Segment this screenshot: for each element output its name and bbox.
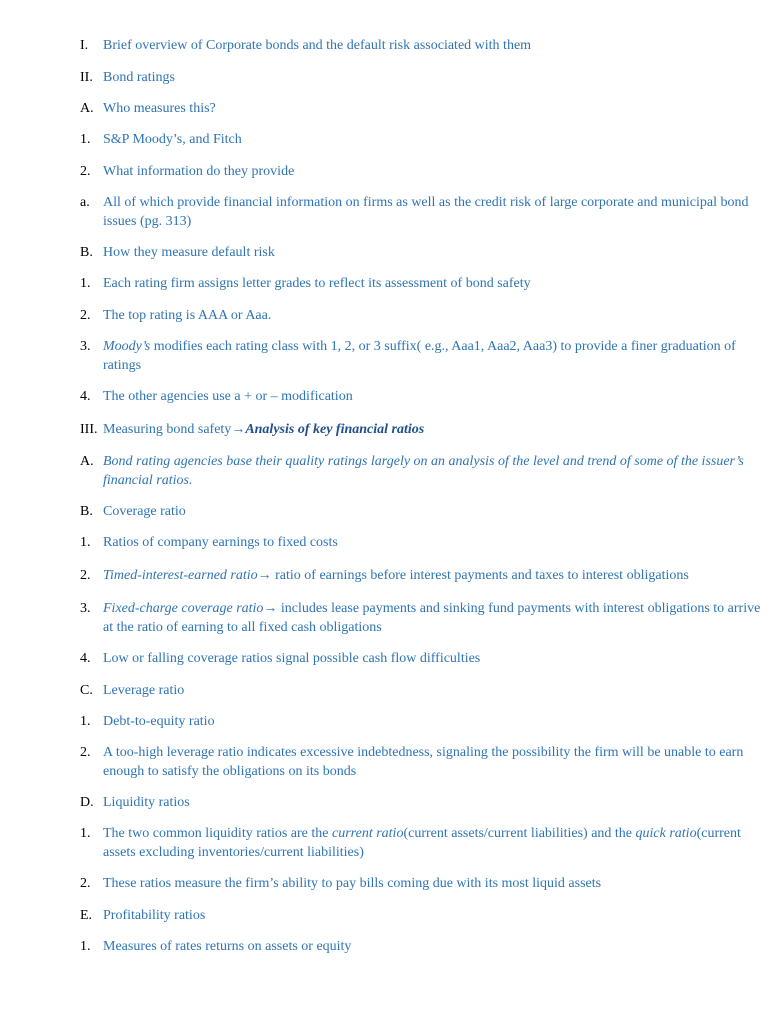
item-label: 1. xyxy=(80,132,91,147)
item-text: These ratios measure the firm’s ability to pay bills coming due with its most liquid assets xyxy=(103,876,602,891)
item-label: 2. xyxy=(80,164,91,179)
item-text: The other agencies use a + or – modification xyxy=(103,389,353,404)
item-text: The top rating is AAA or Aaa. xyxy=(103,308,272,323)
item-text: Bond ratings xyxy=(103,70,175,85)
item-text: Each rating firm assigns letter grades to reflect its assessment of bond safety xyxy=(103,276,531,291)
item-text xyxy=(103,420,768,439)
item-body-text: includes lease payments and sinking fund payments with interest obligations to arrive at the ratio of earning to all fixed cash obligations xyxy=(103,601,761,635)
item-label: III. xyxy=(80,422,98,437)
item-italic-text: Bond rating agencies base their quality ratings largely on an analysis of the level and trend of some of the issuer’s financial ratios. xyxy=(103,454,744,488)
item-label: 2. xyxy=(80,745,91,760)
item-text: S&P Moody’s, and Fitch xyxy=(103,132,242,147)
item-text: Low or falling coverage ratios signal possible cash flow difficulties xyxy=(103,651,481,666)
item-label: E. xyxy=(80,908,93,923)
item-text: Measures of rates returns on assets or equity xyxy=(103,939,352,954)
item-text: A too-high leverage ratio indicates excessive indebtedness, signaling the possibility the firm will be unable to earn enough to satisfy the obligations on its bonds xyxy=(103,745,744,779)
item-text: Profitability ratios xyxy=(103,908,206,923)
item-italic-text: quick ratio xyxy=(635,826,697,841)
item-label: B. xyxy=(80,504,93,519)
arrow-icon: → xyxy=(257,568,272,583)
item-italic-text: Moody’s xyxy=(103,339,151,354)
item-text: All of which provide financial information on firms as well as the credit risk of large corporate and municipal bond issues (pg. 313) xyxy=(103,195,749,229)
item-text: Leverage ratio xyxy=(103,683,185,698)
item-label: 1. xyxy=(80,826,91,841)
item-body-text: (current assets/current liabilities) and the xyxy=(403,826,636,841)
arrow-icon: → xyxy=(231,422,246,437)
item-text: Who measures this? xyxy=(103,101,216,116)
item-label: 3. xyxy=(80,339,91,354)
item-label: I. xyxy=(80,38,89,53)
item-label: 1. xyxy=(80,535,91,550)
item-label: D. xyxy=(80,795,94,810)
item-body-text: modifies each rating class with 1, 2, or 3 suffix( e.g., Aaa1, Aaa2, Aaa3) to provide a finer graduation of ratings xyxy=(103,339,736,373)
item-body-text: ratio of earnings before interest payments and taxes to interest obligations xyxy=(271,568,689,583)
item-label: 1. xyxy=(80,939,91,954)
item-text: Brief overview of Corporate bonds and the default risk associated with them xyxy=(103,38,532,53)
item-text xyxy=(103,599,772,637)
item-label: 4. xyxy=(80,651,91,666)
item-text xyxy=(103,566,768,585)
item-text xyxy=(103,452,768,490)
item-text xyxy=(103,824,768,862)
item-label: B. xyxy=(80,245,93,260)
item-label: C. xyxy=(80,683,93,698)
item-bold-italic-text: Analysis of key financial ratios xyxy=(245,422,425,437)
item-label: 4. xyxy=(80,389,91,404)
item-label: 3. xyxy=(80,601,91,616)
item-body-text: Measuring bond safety xyxy=(103,422,232,437)
item-label: a. xyxy=(80,195,90,210)
item-italic-text: current ratio xyxy=(332,826,404,841)
arrow-icon: → xyxy=(263,601,278,616)
item-text: Coverage ratio xyxy=(103,504,186,519)
item-italic-text: Timed-interest-earned ratio xyxy=(103,568,258,583)
item-label: II. xyxy=(80,70,93,85)
item-label: 1. xyxy=(80,714,91,729)
item-italic-text: Fixed-charge coverage ratio xyxy=(103,601,264,616)
item-label: A. xyxy=(80,454,94,469)
item-label: 2. xyxy=(80,568,91,583)
item-body-text: (current assets excluding inventories/current liabilities) xyxy=(103,826,741,860)
item-label: 2. xyxy=(80,876,91,891)
item-text: What information do they provide xyxy=(103,164,295,179)
item-text xyxy=(103,337,768,375)
item-label: 1. xyxy=(80,276,91,291)
item-text: Debt-to-equity ratio xyxy=(103,714,215,729)
item-label: A. xyxy=(80,101,94,116)
item-text: How they measure default risk xyxy=(103,245,275,260)
item-text: Liquidity ratios xyxy=(103,795,190,810)
item-body-text: The two common liquidity ratios are the xyxy=(103,826,333,841)
item-text: Ratios of company earnings to fixed costs xyxy=(103,535,338,550)
item-label: 2. xyxy=(80,308,91,323)
